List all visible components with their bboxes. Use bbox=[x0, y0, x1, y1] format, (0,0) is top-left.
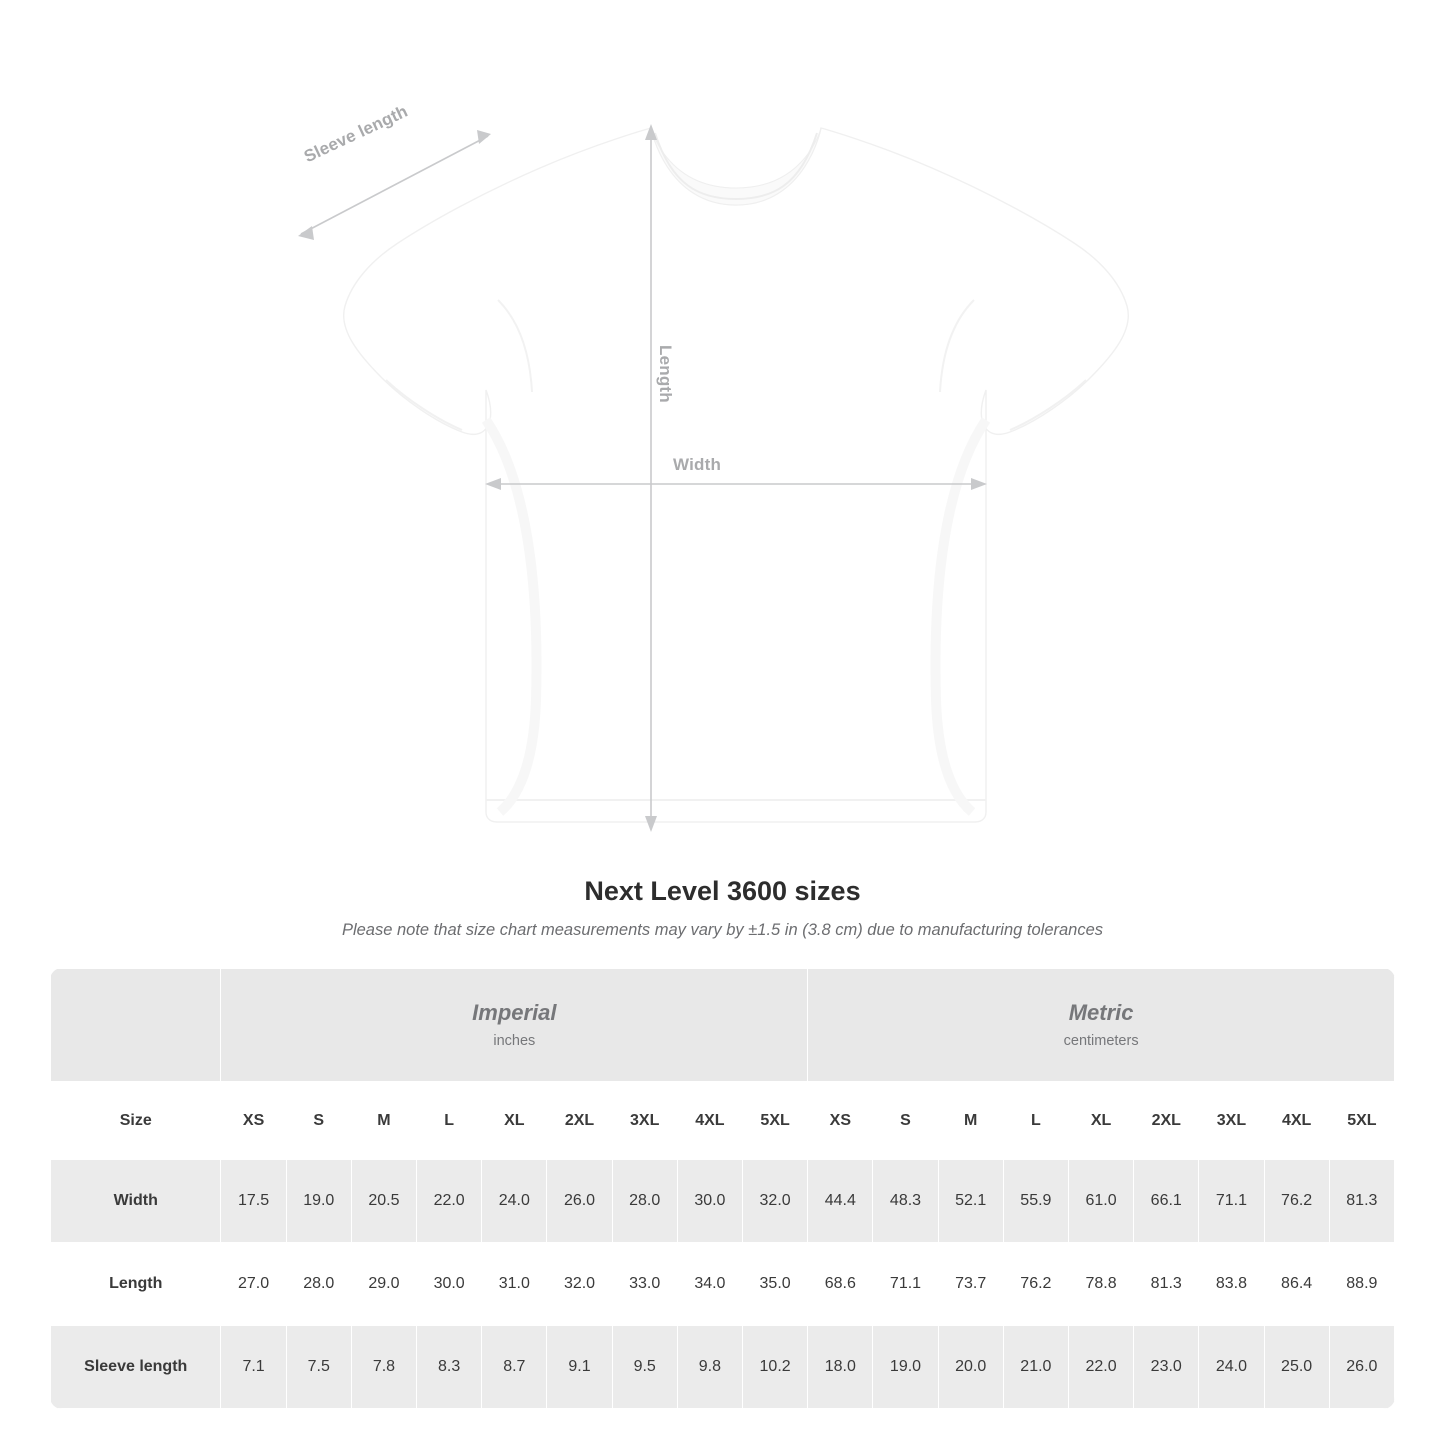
table-cell: 20.5 bbox=[351, 1160, 416, 1243]
table-cell: 7.5 bbox=[286, 1326, 351, 1409]
table-cell: 19.0 bbox=[286, 1160, 351, 1243]
size-header-label: Size bbox=[51, 1082, 221, 1160]
table-cell: 28.0 bbox=[612, 1160, 677, 1243]
table-cell: 32.0 bbox=[742, 1160, 807, 1243]
size-header-cell: 5XL bbox=[1329, 1082, 1394, 1160]
table-cell: 9.5 bbox=[612, 1326, 677, 1409]
table-row bbox=[51, 1326, 1395, 1409]
tolerance-note: Please note that size chart measurements may vary by ±1.5 in (3.8 cm) due to manufacturing tolerances bbox=[341, 921, 1104, 939]
sleeve-length-dimension-label: Sleeve length bbox=[301, 101, 411, 167]
table-cell: 7.1 bbox=[221, 1326, 286, 1409]
table-cell: 48.3 bbox=[873, 1160, 938, 1243]
table-cell: 9.8 bbox=[677, 1326, 742, 1409]
table-cell: 8.3 bbox=[417, 1326, 482, 1409]
page-title: Next Level 3600 sizes bbox=[584, 876, 861, 906]
table-cell: 9.1 bbox=[547, 1326, 612, 1409]
table-cell: 30.0 bbox=[677, 1160, 742, 1243]
table-cell: 88.9 bbox=[1329, 1243, 1394, 1326]
row-label-length: Length bbox=[51, 1243, 221, 1326]
row-label-width: Width bbox=[51, 1160, 221, 1243]
unit-header-blank bbox=[51, 969, 221, 1082]
size-header-cell: XL bbox=[482, 1082, 547, 1160]
table-cell: 66.1 bbox=[1134, 1160, 1199, 1243]
size-header-cell: S bbox=[286, 1082, 351, 1160]
size-header-cell: XS bbox=[808, 1082, 873, 1160]
length-dimension-label: Length bbox=[656, 345, 675, 403]
table-cell: 83.8 bbox=[1199, 1243, 1264, 1326]
table-cell: 76.2 bbox=[1264, 1160, 1329, 1243]
unit-sub-imperial: inches bbox=[493, 1033, 536, 1050]
table-cell: 26.0 bbox=[1329, 1326, 1394, 1409]
table-cell: 8.7 bbox=[482, 1326, 547, 1409]
unit-sub-metric: centimeters bbox=[1063, 1033, 1139, 1050]
table-cell: 34.0 bbox=[677, 1243, 742, 1326]
table-cell: 22.0 bbox=[1068, 1326, 1133, 1409]
unit-header-metric bbox=[808, 969, 1395, 1082]
table-cell: 71.1 bbox=[1199, 1160, 1264, 1243]
unit-title-metric: Metric bbox=[1068, 999, 1134, 1025]
table-cell: 55.9 bbox=[1003, 1160, 1068, 1243]
table-cell: 86.4 bbox=[1264, 1243, 1329, 1326]
size-header-cell: 3XL bbox=[612, 1082, 677, 1160]
size-header-cell: 3XL bbox=[1199, 1082, 1264, 1160]
table-row bbox=[51, 1160, 1395, 1243]
unit-title-imperial: Imperial bbox=[472, 999, 557, 1025]
table-cell: 29.0 bbox=[351, 1243, 416, 1326]
table-cell: 24.0 bbox=[1199, 1326, 1264, 1409]
table-row bbox=[51, 1243, 1395, 1326]
table-cell: 19.0 bbox=[873, 1326, 938, 1409]
size-header-cell: 5XL bbox=[742, 1082, 807, 1160]
table-cell: 68.6 bbox=[808, 1243, 873, 1326]
size-header-cell: XS bbox=[221, 1082, 286, 1160]
table-cell: 7.8 bbox=[351, 1326, 416, 1409]
table-cell: 10.2 bbox=[742, 1326, 807, 1409]
size-header-row bbox=[51, 1082, 1395, 1160]
table-cell: 73.7 bbox=[938, 1243, 1003, 1326]
table-cell: 52.1 bbox=[938, 1160, 1003, 1243]
unit-header-row bbox=[51, 969, 1395, 1082]
size-table bbox=[50, 968, 1395, 1409]
table-cell: 35.0 bbox=[742, 1243, 807, 1326]
size-header-cell: 4XL bbox=[1264, 1082, 1329, 1160]
size-header-cell: M bbox=[351, 1082, 416, 1160]
table-cell: 32.0 bbox=[547, 1243, 612, 1326]
table-cell: 25.0 bbox=[1264, 1326, 1329, 1409]
size-header-cell: S bbox=[873, 1082, 938, 1160]
table-cell: 30.0 bbox=[417, 1243, 482, 1326]
chart-heading bbox=[0, 876, 1445, 940]
size-header-cell: L bbox=[1003, 1082, 1068, 1160]
table-cell: 81.3 bbox=[1134, 1243, 1199, 1326]
size-header-cell: 2XL bbox=[1134, 1082, 1199, 1160]
size-header-cell: XL bbox=[1068, 1082, 1133, 1160]
table-cell: 23.0 bbox=[1134, 1326, 1199, 1409]
table-cell: 18.0 bbox=[808, 1326, 873, 1409]
table-cell: 24.0 bbox=[482, 1160, 547, 1243]
table-cell: 21.0 bbox=[1003, 1326, 1068, 1409]
table-cell: 44.4 bbox=[808, 1160, 873, 1243]
table-cell: 71.1 bbox=[873, 1243, 938, 1326]
table-cell: 76.2 bbox=[1003, 1243, 1068, 1326]
table-cell: 81.3 bbox=[1329, 1160, 1394, 1243]
unit-header-imperial bbox=[221, 969, 808, 1082]
table-cell: 61.0 bbox=[1068, 1160, 1133, 1243]
table-cell: 26.0 bbox=[547, 1160, 612, 1243]
size-header-cell: L bbox=[417, 1082, 482, 1160]
table-cell: 17.5 bbox=[221, 1160, 286, 1243]
table-cell: 28.0 bbox=[286, 1243, 351, 1326]
table-cell: 20.0 bbox=[938, 1326, 1003, 1409]
size-header-cell: 2XL bbox=[547, 1082, 612, 1160]
table-cell: 78.8 bbox=[1068, 1243, 1133, 1326]
table-cell: 27.0 bbox=[221, 1243, 286, 1326]
size-header-cell: 4XL bbox=[677, 1082, 742, 1160]
table-cell: 22.0 bbox=[417, 1160, 482, 1243]
width-dimension-label: Width bbox=[673, 455, 722, 474]
size-table-wrapper bbox=[50, 968, 1395, 1409]
size-header-cell: M bbox=[938, 1082, 1003, 1160]
row-label-sleeve-length: Sleeve length bbox=[51, 1326, 221, 1409]
table-cell: 33.0 bbox=[612, 1243, 677, 1326]
table-cell: 31.0 bbox=[482, 1243, 547, 1326]
